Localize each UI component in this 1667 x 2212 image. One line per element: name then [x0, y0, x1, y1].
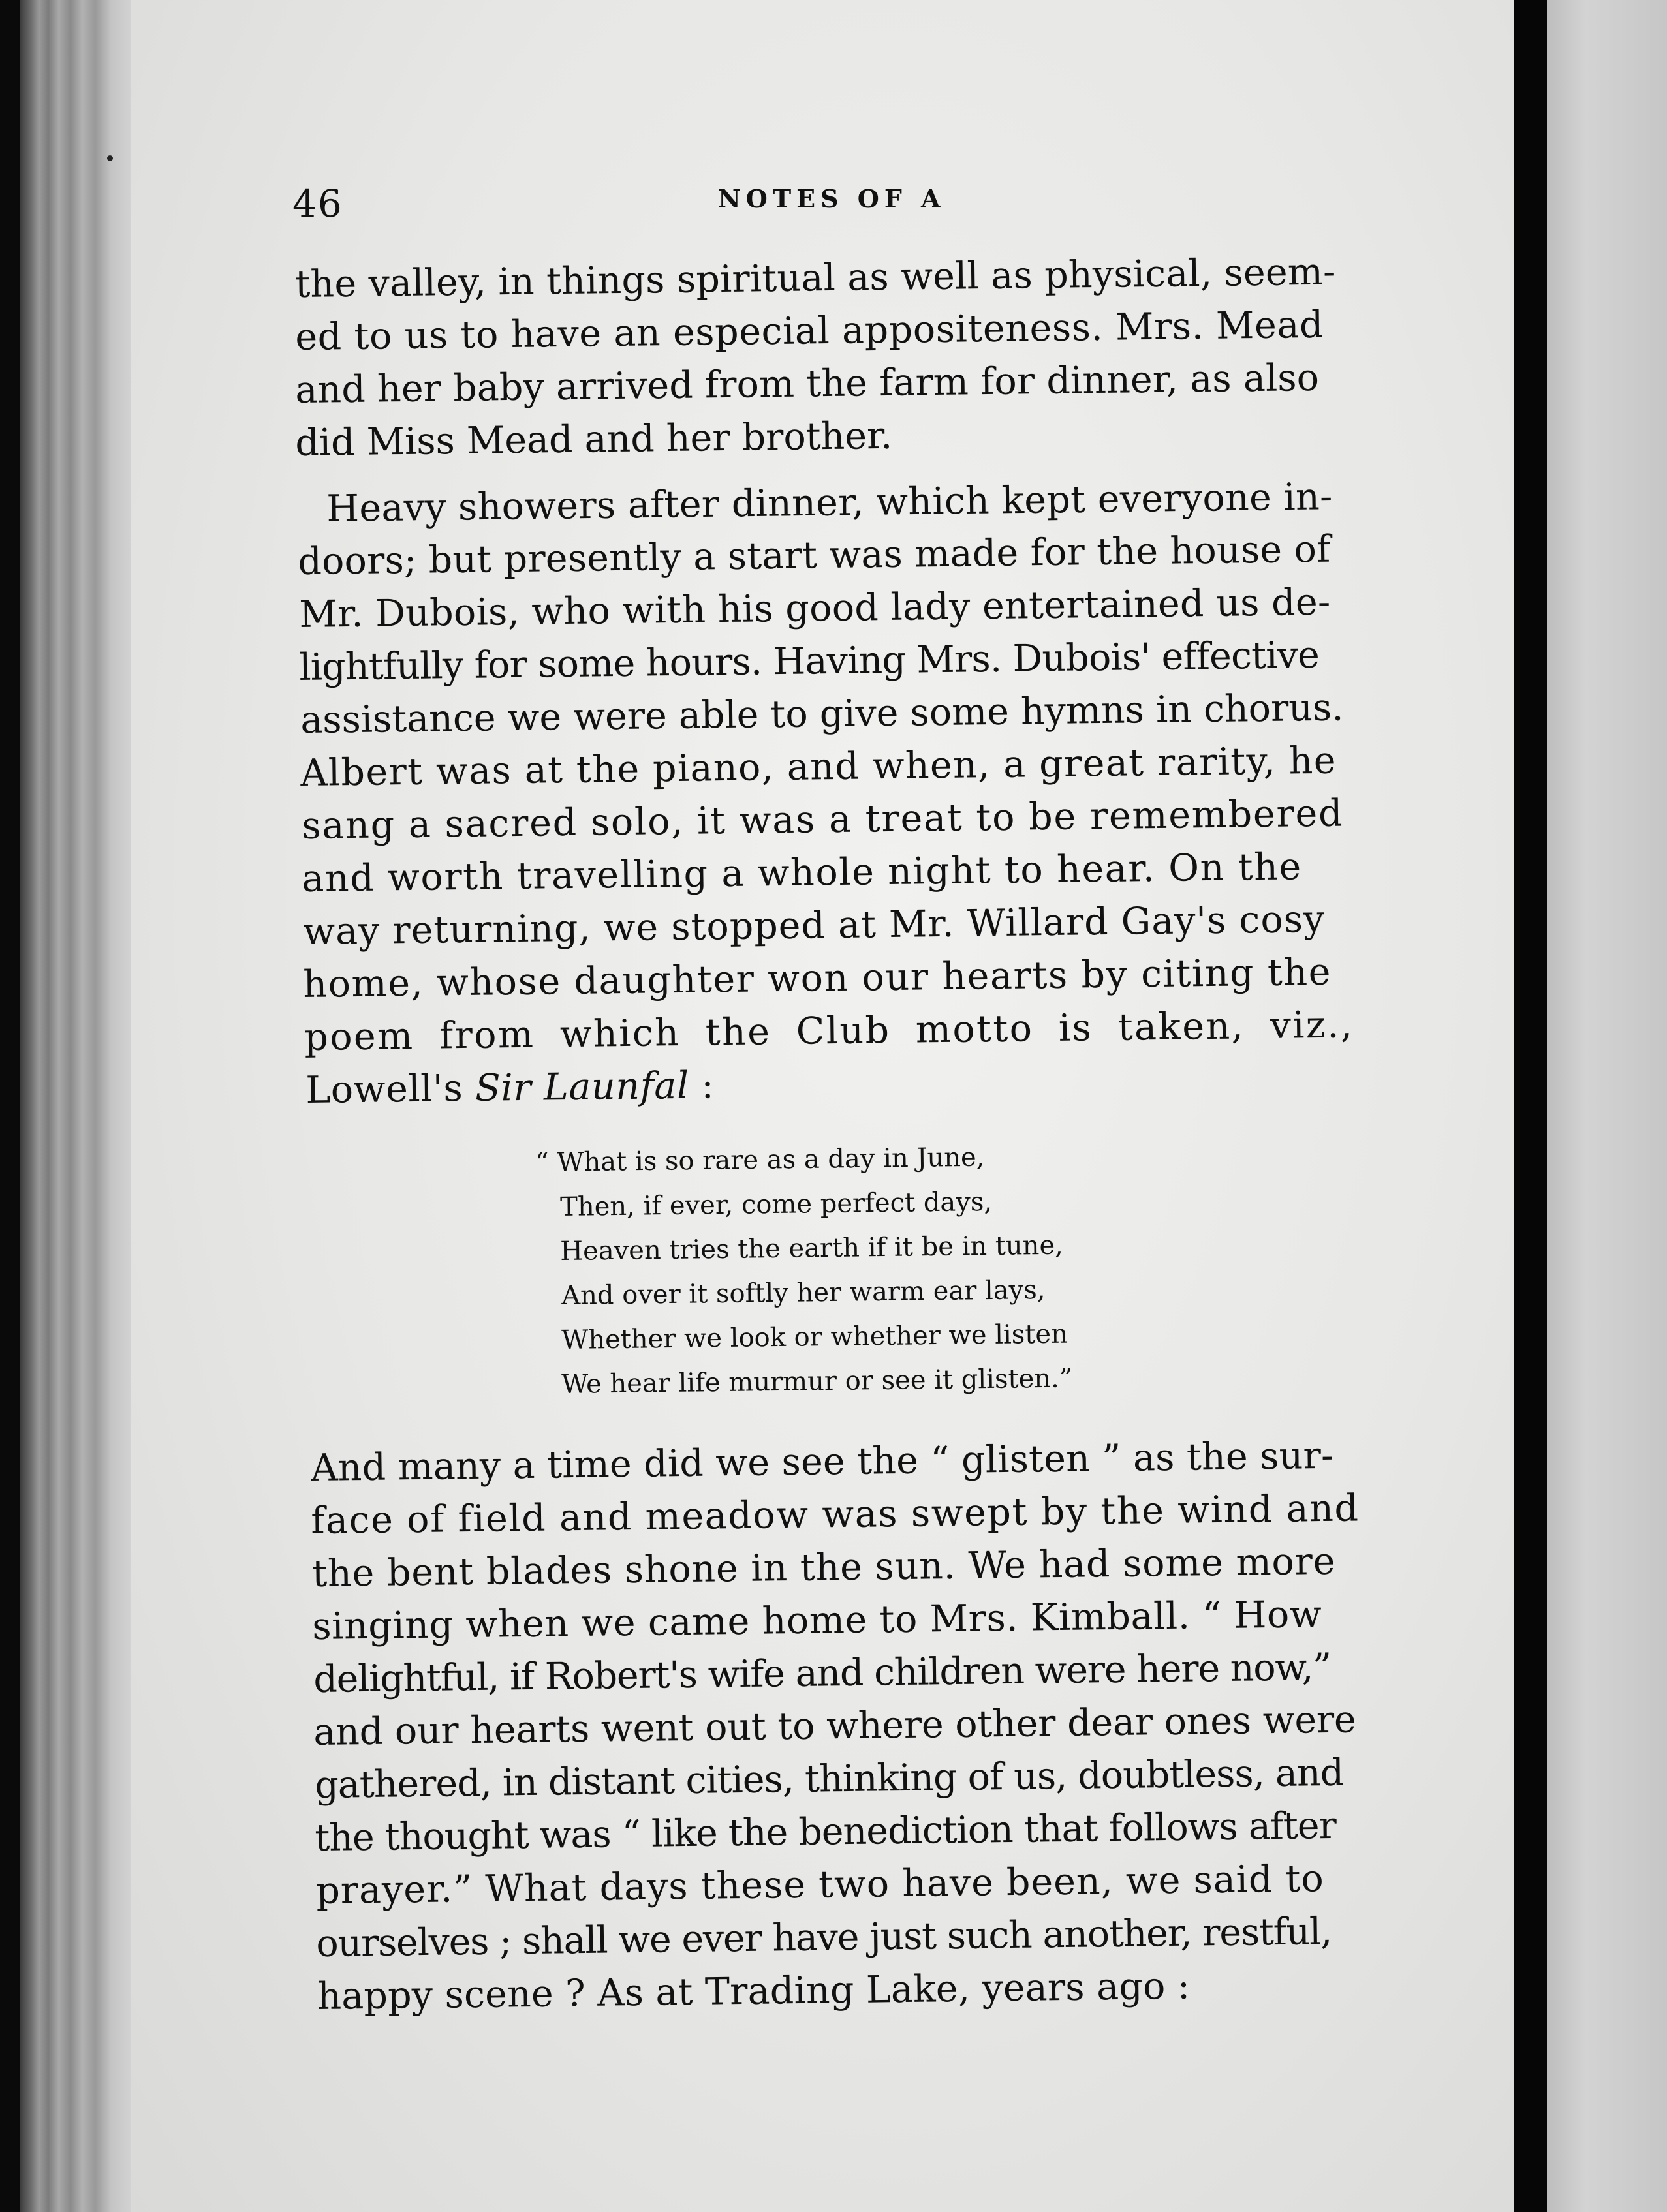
text-line: and her baby arrived from the farm for dinner, as also [294, 356, 1320, 412]
text-line: the bent blades shone in the sun. We had some more [311, 1539, 1336, 1595]
page-right-shadow [1514, 0, 1547, 2212]
text-line: And many a time did we see the “ glisten ” as the sur- [310, 1434, 1334, 1490]
text-line: home, whose daughter won our hearts by citing the [302, 950, 1332, 1006]
text-line: did Miss Mead and her brother. [294, 414, 893, 465]
text-line: and our hearts went out to where other dear ones were [313, 1698, 1356, 1754]
text-line: way returning, we stopped at Mr. Willard Gay's cosy [302, 897, 1326, 953]
verse-line: Then, if ever, come perfect days, [559, 1186, 993, 1222]
binding-shadow [0, 0, 20, 2212]
citation-prefix: Lowell's [305, 1066, 476, 1112]
text-line: Mr. Dubois, who with his good lady entertained us de- [298, 580, 1331, 636]
facing-page-edge [1547, 0, 1667, 2212]
verse-line: And over it softly her warm ear lays, [561, 1274, 1046, 1311]
text-line: lightfully for some hours. Having Mrs. Dubois' effective [298, 633, 1320, 689]
text-line: and worth travelling a whole night to hear. On the [301, 845, 1303, 900]
verse-line: Whether we look or whether we listen [561, 1319, 1068, 1355]
citation-line [305, 1064, 715, 1112]
text-line: the valley, in things spiritual as well as physical, seem- [294, 250, 1336, 306]
text-line: ed to us to have an especial appositeness. Mrs. Mead [294, 303, 1324, 359]
text-line: assistance we were able to give some hymns in chorus. [300, 686, 1344, 742]
text-line: the thought was “ like the benediction that follows after [314, 1804, 1337, 1860]
page-number: 46 [292, 181, 343, 226]
text-line: prayer.” What days these two have been, we said to [315, 1857, 1325, 1912]
text-line: singing when we came home to Mrs. Kimball. “ How [311, 1593, 1322, 1648]
text-line: ourselves ; shall we ever have just such another, restful, [315, 1909, 1332, 1965]
poem-title: Sir Launfal [475, 1064, 690, 1110]
text-line: face of field and meadow was swept by the wind and [310, 1486, 1360, 1543]
text-line: sang a sacred solo, it was a treat to be remembered [301, 791, 1344, 848]
text-line: Albert was at the piano, and when, a great rarity, he [300, 739, 1337, 795]
text-line: happy scene ? As at Trading Lake, years ago : [317, 1964, 1191, 2018]
text-line: Heavy showers after dinner, which kept everyone in- [326, 475, 1333, 530]
citation-suffix: : [689, 1064, 715, 1107]
verse-line: We hear life murmur or see it glisten.” [561, 1363, 1073, 1400]
book-page [131, 0, 1514, 2212]
running-head: NOTES OF A [718, 184, 946, 213]
verse-line: Heaven tries the earth if it be in tune, [559, 1230, 1064, 1267]
text-line: poem from which the Club motto is taken, viz., [304, 1003, 1354, 1059]
text-line: gathered, in distant cities, thinking of us, doubtless, and [314, 1751, 1344, 1807]
ink-speck [107, 155, 113, 161]
verse-line: “ What is so rare as a day in June, [535, 1142, 985, 1178]
page-stack-edge [20, 0, 131, 2212]
text-line: delightful, if Robert's wife and children were here now,” [313, 1645, 1332, 1701]
text-line: doors; but presently a start was made for the house of [297, 527, 1331, 583]
